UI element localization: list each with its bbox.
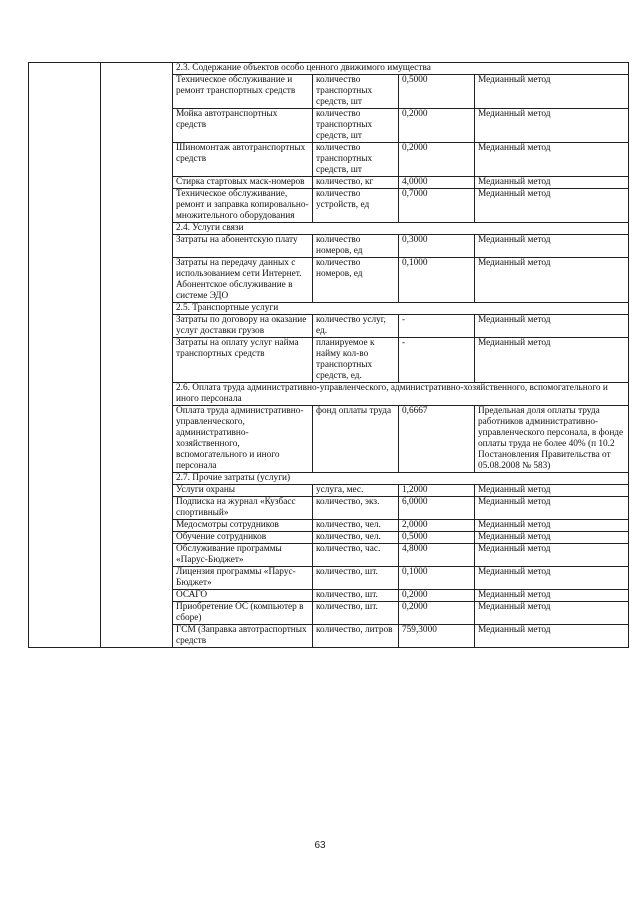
unit-of-measure: количество, шт. <box>313 567 399 590</box>
calculation-method: Медианный метод <box>475 602 629 625</box>
norm-value: 4,8000 <box>399 544 475 567</box>
cost-item-name: Стирка стартовых маск-номеров <box>173 177 313 189</box>
norm-value: - <box>399 338 475 383</box>
blank-column-1 <box>29 63 101 648</box>
unit-of-measure: количество, экз. <box>313 497 399 520</box>
cost-item-name: Техническое обслуживание и ремонт транспортных средств <box>173 75 313 109</box>
cost-norms-table <box>28 62 629 648</box>
unit-of-measure: количество номеров, ед <box>313 258 399 303</box>
cost-item-name: Мойка автотранспортных средств <box>173 109 313 143</box>
unit-of-measure: количество транспортных средств, шт <box>313 143 399 177</box>
calculation-method: Предельная доля оплаты труда работников административно-управленческого персонала, в фонде оплаты труда не более 40% (п 10.2 Постановления Правительства от 05.08.2008 № 583) <box>475 406 629 473</box>
norm-value: 2,0000 <box>399 520 475 532</box>
calculation-method: Медианный метод <box>475 625 629 648</box>
cost-item-name: Обучение сотрудников <box>173 532 313 544</box>
unit-of-measure: фонд оплаты труда <box>313 406 399 473</box>
calculation-method: Медианный метод <box>475 497 629 520</box>
page-number: 63 <box>314 840 326 851</box>
calculation-method: Медианный метод <box>475 109 629 143</box>
norm-value: 0,2000 <box>399 590 475 602</box>
unit-of-measure: количество, литров <box>313 625 399 648</box>
cost-item-name: Техническое обслуживание, ремонт и заправка копировально-множительного оборудования <box>173 189 313 223</box>
calculation-method: Медианный метод <box>475 235 629 258</box>
norm-value: 4,0000 <box>399 177 475 189</box>
section-title: 2.6. Оплата труда административно-управленческого, административно-хозяйственного, вспомогательного и иного персонала <box>173 383 629 406</box>
norm-value: 0,6667 <box>399 406 475 473</box>
cost-item-name: Медосмотры сотрудников <box>173 520 313 532</box>
calculation-method: Медианный метод <box>475 189 629 223</box>
section-title: 2.5. Транспортные услуги <box>173 303 629 315</box>
norm-value: 0,5000 <box>399 532 475 544</box>
unit-of-measure: количество устройств, ед <box>313 189 399 223</box>
blank-column-2 <box>101 63 173 648</box>
cost-item-name: Обслуживание программы «Парус-Бюджет» <box>173 544 313 567</box>
calculation-method: Медианный метод <box>475 567 629 590</box>
unit-of-measure: количество, шт. <box>313 602 399 625</box>
norm-value: 6,0000 <box>399 497 475 520</box>
section-title: 2.7. Прочие затраты (услуги) <box>173 473 629 485</box>
cost-item-name: Приобретение ОС (компьютер в сборе) <box>173 602 313 625</box>
calculation-method: Медианный метод <box>475 258 629 303</box>
unit-of-measure: количество номеров, ед <box>313 235 399 258</box>
unit-of-measure: количество, чел. <box>313 520 399 532</box>
cost-item-name: ГСМ (Заправка автотраспортных средств <box>173 625 313 648</box>
document-sheet <box>28 62 628 648</box>
norm-value: 0,7000 <box>399 189 475 223</box>
norm-value: - <box>399 315 475 338</box>
unit-of-measure: планируемое к найму кол-во транспортных средств, ед. <box>313 338 399 383</box>
calculation-method: Медианный метод <box>475 338 629 383</box>
section-header-row <box>29 63 629 75</box>
unit-of-measure: услуга, мес. <box>313 485 399 497</box>
norm-value: 0,2000 <box>399 143 475 177</box>
cost-item-name: Затраты по договору на оказание услуг доставки грузов <box>173 315 313 338</box>
unit-of-measure: количество услуг, ед. <box>313 315 399 338</box>
calculation-method: Медианный метод <box>475 532 629 544</box>
unit-of-measure: количество, час. <box>313 544 399 567</box>
calculation-method: Медианный метод <box>475 177 629 189</box>
cost-item-name: Затраты на абонентскую плату <box>173 235 313 258</box>
section-title: 2.4. Услуги связи <box>173 223 629 235</box>
cost-item-name: Лицензия программы «Парус-Бюджет» <box>173 567 313 590</box>
cost-item-name: Затраты на оплату услуг найма транспортных средств <box>173 338 313 383</box>
norm-value: 0,2000 <box>399 109 475 143</box>
calculation-method: Медианный метод <box>475 485 629 497</box>
cost-item-name: Шиномонтаж автотранспортных средств <box>173 143 313 177</box>
unit-of-measure: количество, кг <box>313 177 399 189</box>
unit-of-measure: количество транспортных средств, шт <box>313 75 399 109</box>
norm-value: 0,1000 <box>399 258 475 303</box>
calculation-method: Медианный метод <box>475 75 629 109</box>
table-body <box>29 63 629 648</box>
cost-item-name: Услуги охраны <box>173 485 313 497</box>
cost-item-name: Затраты на передачу данных с использованием сети Интернет. Абонентское обслуживание в системе ЭДО <box>173 258 313 303</box>
norm-value: 759,3000 <box>399 625 475 648</box>
calculation-method: Медианный метод <box>475 590 629 602</box>
norm-value: 0,5000 <box>399 75 475 109</box>
calculation-method: Медианный метод <box>475 143 629 177</box>
norm-value: 0,2000 <box>399 602 475 625</box>
norm-value: 1,2000 <box>399 485 475 497</box>
norm-value: 0,1000 <box>399 567 475 590</box>
section-title: 2.3. Содержание объектов особо ценного движимого имущества <box>173 63 629 75</box>
unit-of-measure: количество, шт. <box>313 590 399 602</box>
cost-item-name: ОСАГО <box>173 590 313 602</box>
norm-value: 0,3000 <box>399 235 475 258</box>
unit-of-measure: количество транспортных средств, шт <box>313 109 399 143</box>
calculation-method: Медианный метод <box>475 315 629 338</box>
cost-item-name: Оплата труда административно-управленческого, административно-хозяйственного, вспомогательного и иного персонала <box>173 406 313 473</box>
calculation-method: Медианный метод <box>475 520 629 532</box>
cost-item-name: Подписка на журнал «Кузбасс спортивный» <box>173 497 313 520</box>
unit-of-measure: количество, чел. <box>313 532 399 544</box>
calculation-method: Медианный метод <box>475 544 629 567</box>
